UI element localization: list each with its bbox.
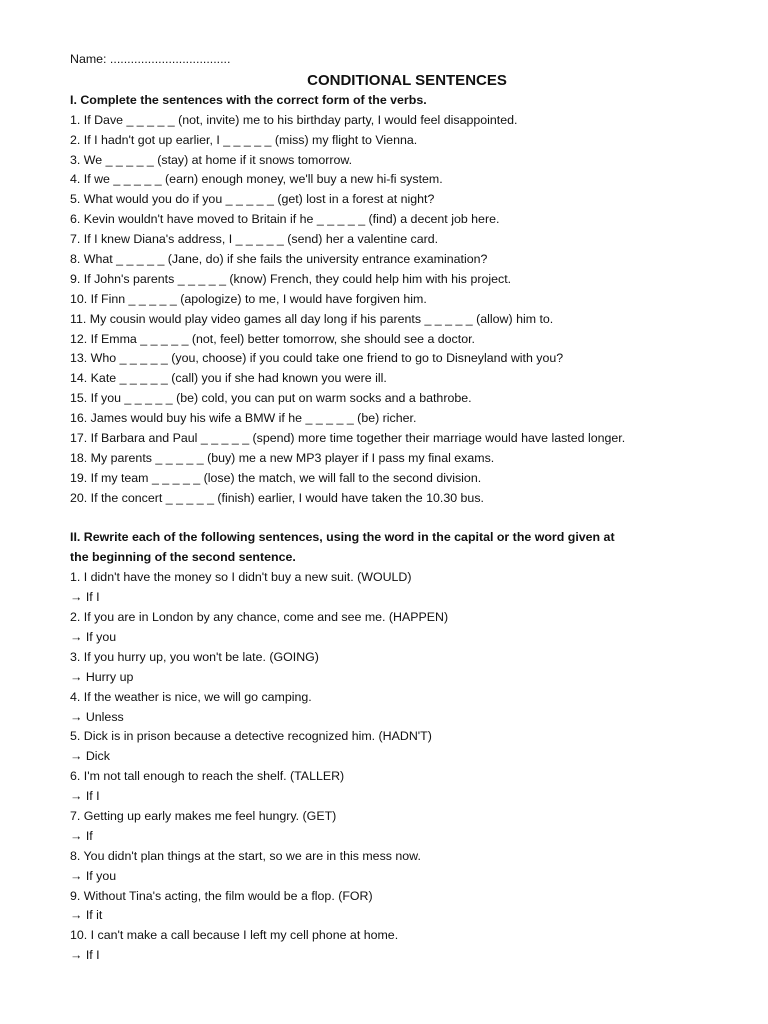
exercise1-item: 20. If the concert _ _ _ _ _ (finish) earlier, I would have taken the 10.30 bus. xyxy=(70,490,484,505)
exercise1-item: 9. If John's parents _ _ _ _ _ (know) French, they could help him with his project. xyxy=(70,271,512,286)
exercise2-answer-prompt: → If you xyxy=(70,868,117,883)
exercise1-item: 15. If you _ _ _ _ _ (be) cold, you can put on warm socks and a bathrobe. xyxy=(70,391,472,406)
exercise1-item: 7. If I knew Diana's address, I _ _ _ _ _ (send) her a valentine card. xyxy=(70,232,439,247)
exercise1-item: 18. My parents _ _ _ _ _ (buy) me a new MP3 player if I pass my final exams. xyxy=(70,450,495,465)
exercise1-item: 5. What would you do if you _ _ _ _ _ (get) lost in a forest at night? xyxy=(70,192,435,207)
exercise2-answer-prompt: → Hurry up xyxy=(70,669,134,684)
exercise1-item: 19. If my team _ _ _ _ _ (lose) the match, we will fall to the second division. xyxy=(70,470,482,485)
exercise2-answer-prompt: → Dick xyxy=(70,749,110,764)
exercise2-answer-prompt: → If it xyxy=(70,908,103,923)
exercise1-item: 1. If Dave _ _ _ _ _ (not, invite) me to his birthday party, I would feel disappointed. xyxy=(70,112,518,127)
exercise2-question: 9. Without Tina's acting, the film would be a flop. (FOR) xyxy=(70,888,373,903)
exercise2-answer-prompt: → Unless xyxy=(70,709,124,724)
exercise1-item: 12. If Emma _ _ _ _ _ (not, feel) better tomorrow, she should see a doctor. xyxy=(70,331,475,346)
exercise2-answer-prompt: → If I xyxy=(70,789,100,804)
exercise2-answer-prompt: → If you xyxy=(70,629,117,644)
exercise2-question: 4. If the weather is nice, we will go camping. xyxy=(70,689,312,704)
exercise1-item: 13. Who _ _ _ _ _ (you, choose) if you could take one friend to go to Disneyland with you? xyxy=(70,351,564,366)
section-spacer xyxy=(70,509,730,529)
exercise1-item: 8. What _ _ _ _ _ (Jane, do) if she fails the university entrance examination? xyxy=(70,252,488,267)
exercise2-answer-prompt: → If xyxy=(70,828,93,843)
exercise1-item: 17. If Barbara and Paul _ _ _ _ _ (spend) more time together their marriage would have lasted longer. xyxy=(70,431,626,446)
exercise2-question: 5. Dick is in prison because a detective recognized him. (HADN'T) xyxy=(70,729,432,744)
section2-heading-line2: the beginning of the second sentence. xyxy=(70,550,296,565)
exercise2-question: 2. If you are in London by any chance, come and see me. (HAPPEN) xyxy=(70,610,449,625)
exercise2-question: 7. Getting up early makes me feel hungry. (GET) xyxy=(70,808,337,823)
section2-heading-line1: II. Rewrite each of the following sentences, using the word in the capital or the word given at xyxy=(70,530,615,545)
exercise1-item: 16. James would buy his wife a BMW if he _ _ _ _ _ (be) richer. xyxy=(70,411,417,426)
exercise2-question: 1. I didn't have the money so I didn't buy a new suit. (WOULD) xyxy=(70,570,412,585)
exercise1-item: 10. If Finn _ _ _ _ _ (apologize) to me, I would have forgiven him. xyxy=(70,291,427,306)
exercise1-item: 4. If we _ _ _ _ _ (earn) enough money, we'll buy a new hi-fi system. xyxy=(70,172,443,187)
exercise1-item: 6. Kevin wouldn't have moved to Britain if he _ _ _ _ _ (find) a decent job here. xyxy=(70,212,500,227)
exercise2-question: 10. I can't make a call because I left my cell phone at home. xyxy=(70,928,399,943)
exercise1-item: 3. We _ _ _ _ _ (stay) at home if it snows tomorrow. xyxy=(70,152,353,167)
exercise1-item: 14. Kate _ _ _ _ _ (call) you if she had known you were ill. xyxy=(70,371,387,386)
worksheet-page xyxy=(70,50,730,966)
exercise1-item: 11. My cousin would play video games all day long if his parents _ _ _ _ _ (allow) him to. xyxy=(70,311,554,326)
exercise1-item: 2. If I hadn't got up earlier, I _ _ _ _ _ (miss) my flight to Vienna. xyxy=(70,132,418,147)
exercise2-answer-prompt: → If I xyxy=(70,590,100,605)
exercise2-question: 8. You didn't plan things at the start, so we are in this mess now. xyxy=(70,848,421,863)
exercise2-answer-prompt: → If I xyxy=(70,948,100,963)
name-line: Name: ................................... xyxy=(70,52,231,66)
worksheet-title: CONDITIONAL SENTENCES xyxy=(307,71,507,89)
exercise2-question: 3. If you hurry up, you won't be late. (GOING) xyxy=(70,649,319,664)
section1-heading: I. Complete the sentences with the correct form of the verbs. xyxy=(70,92,427,107)
exercise2-question: 6. I'm not tall enough to reach the shelf. (TALLER) xyxy=(70,769,345,784)
